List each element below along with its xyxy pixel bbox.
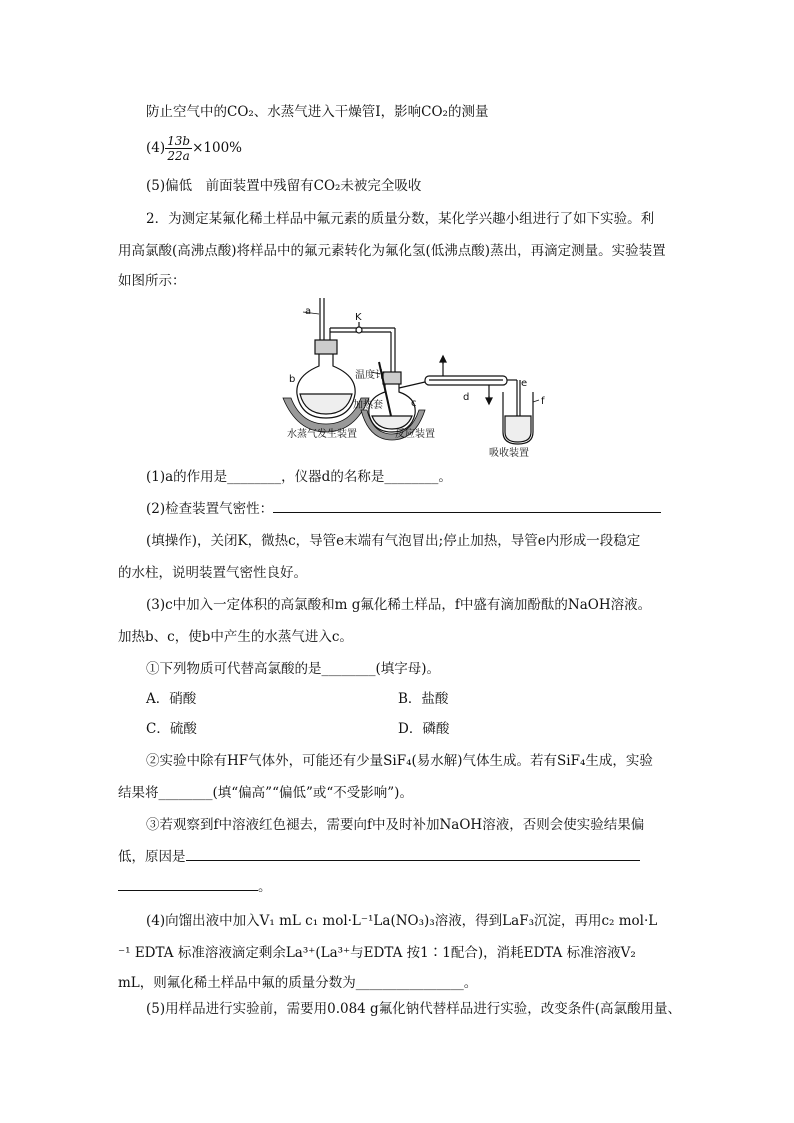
answer-line-3: 防止空气中的CO₂、水蒸气进入干燥管Ⅰ，影响CO₂的测量	[146, 104, 489, 120]
q2-part-2-line-1	[146, 498, 661, 520]
q2-part-2-line-3: 的水柱，说明装置气密性良好。	[118, 565, 307, 581]
q2-part-4-line-1: (4)向馏出液中加入V₁ mL c₁ mol·L⁻¹La(NO₃)₃溶液，得到LaF₃沉淀，再用c₂ mol·L	[146, 913, 658, 929]
answer-5: (5)偏低 前面装置中残留有CO₂未被完全吸收	[146, 178, 422, 194]
answer-4-fraction	[165, 134, 192, 163]
q2-part-4-line-3: mL，则氟化稀土样品中氟的质量分数为________________。	[118, 975, 478, 991]
label-heater: 加热套	[353, 400, 383, 411]
option-b: B．盐酸	[398, 691, 449, 707]
caption-steam-generator: 水蒸气发生装置	[287, 429, 357, 440]
q2-part-2-line-2: (填操作)，关闭K，微热c，导管e末端有气泡冒出;停止加热，导管e内形成一段稳定	[146, 533, 641, 549]
q2-part-3-line-2: 加热b、c，使b中产生的水蒸气进入c。	[118, 629, 353, 645]
q2-part-3-line-1: (3)c中加入一定体积的高氯酸和m g氟化稀土样品，f中盛有滴加酚酞的NaOH溶液。	[146, 597, 652, 613]
q2-part-1: (1)a的作用是________，仪器d的名称是________。	[146, 469, 452, 485]
q2-part-3-sub-3-reason: 低，原因是	[118, 849, 186, 865]
label-c: c	[411, 398, 417, 409]
answer-blank	[118, 876, 258, 891]
q2-intro-line-1: 2．为测定某氟化稀土样品中氟元素的质量分数，某化学兴趣小组进行了如下实验。利	[146, 211, 655, 227]
label-a: a	[305, 306, 312, 317]
option-a: A．硝酸	[146, 691, 197, 707]
label-b: b	[289, 374, 296, 385]
fraction-numerator: 13b	[167, 134, 191, 148]
fraction-denominator: 22a	[167, 149, 190, 163]
answer-blank	[273, 498, 661, 513]
answer-4-prefix: (4)	[146, 140, 166, 156]
q2-part-3-sub-3-line-2	[118, 846, 640, 868]
label-d: d	[463, 392, 470, 403]
q2-part-3-sub-2-line-2: 结果将________(填“偏高”“偏低”或“不受影响”)。	[118, 785, 413, 801]
answer-4-suffix: ×100%	[192, 140, 242, 156]
label-f: f	[541, 396, 545, 407]
q2-intro-line-3: 如图所示：	[118, 273, 186, 289]
q2-part-5-line-1: (5)用样品进行实验前，需要用0.084 g氟化钠代替样品进行实验，改变条件(高氯酸用量、	[146, 1001, 681, 1017]
caption-reaction: 反应装置	[395, 429, 435, 440]
option-c: C．硫酸	[146, 721, 197, 737]
label-k: K	[355, 312, 362, 323]
label-thermometer: 温度计	[355, 370, 385, 381]
q2-part-3-sub-1: ①下列物质可代替高氯酸的是________(填字母)。	[146, 661, 441, 677]
apparatus-diagram	[275, 292, 565, 464]
q2-part-3-sub-2-line-1: ②实验中除有HF气体外，可能还有少量SiF₄(易水解)气体生成。若有SiF₄生成，实验	[146, 753, 653, 769]
q2-part-3-sub-3-line-3: 。	[118, 876, 272, 898]
label-e: e	[521, 378, 528, 389]
q2-part-4-line-2: ⁻¹ EDTA 标准溶液滴定剩余La³⁺(La³⁺与EDTA 按1∶1配合)，消耗EDTA 标准溶液V₂	[118, 945, 636, 961]
q2-part-3-sub-3-line-1: ③若观察到f中溶液红色褪去，需要向f中及时补加NaOH溶液，否则会使实验结果偏	[146, 817, 645, 833]
answer-4	[146, 134, 242, 170]
option-d: D．磷酸	[398, 721, 450, 737]
caption-absorption: 吸收装置	[489, 448, 529, 459]
q2-part-2-prefix: (2)检查装置气密性：	[146, 501, 274, 517]
answer-blank	[186, 846, 640, 861]
q2-intro-line-2: 用高氯酸(高沸点酸)将样品中的氟元素转化为氟化氢(低沸点酸)蒸出，再滴定测量。实验装置	[118, 243, 666, 259]
